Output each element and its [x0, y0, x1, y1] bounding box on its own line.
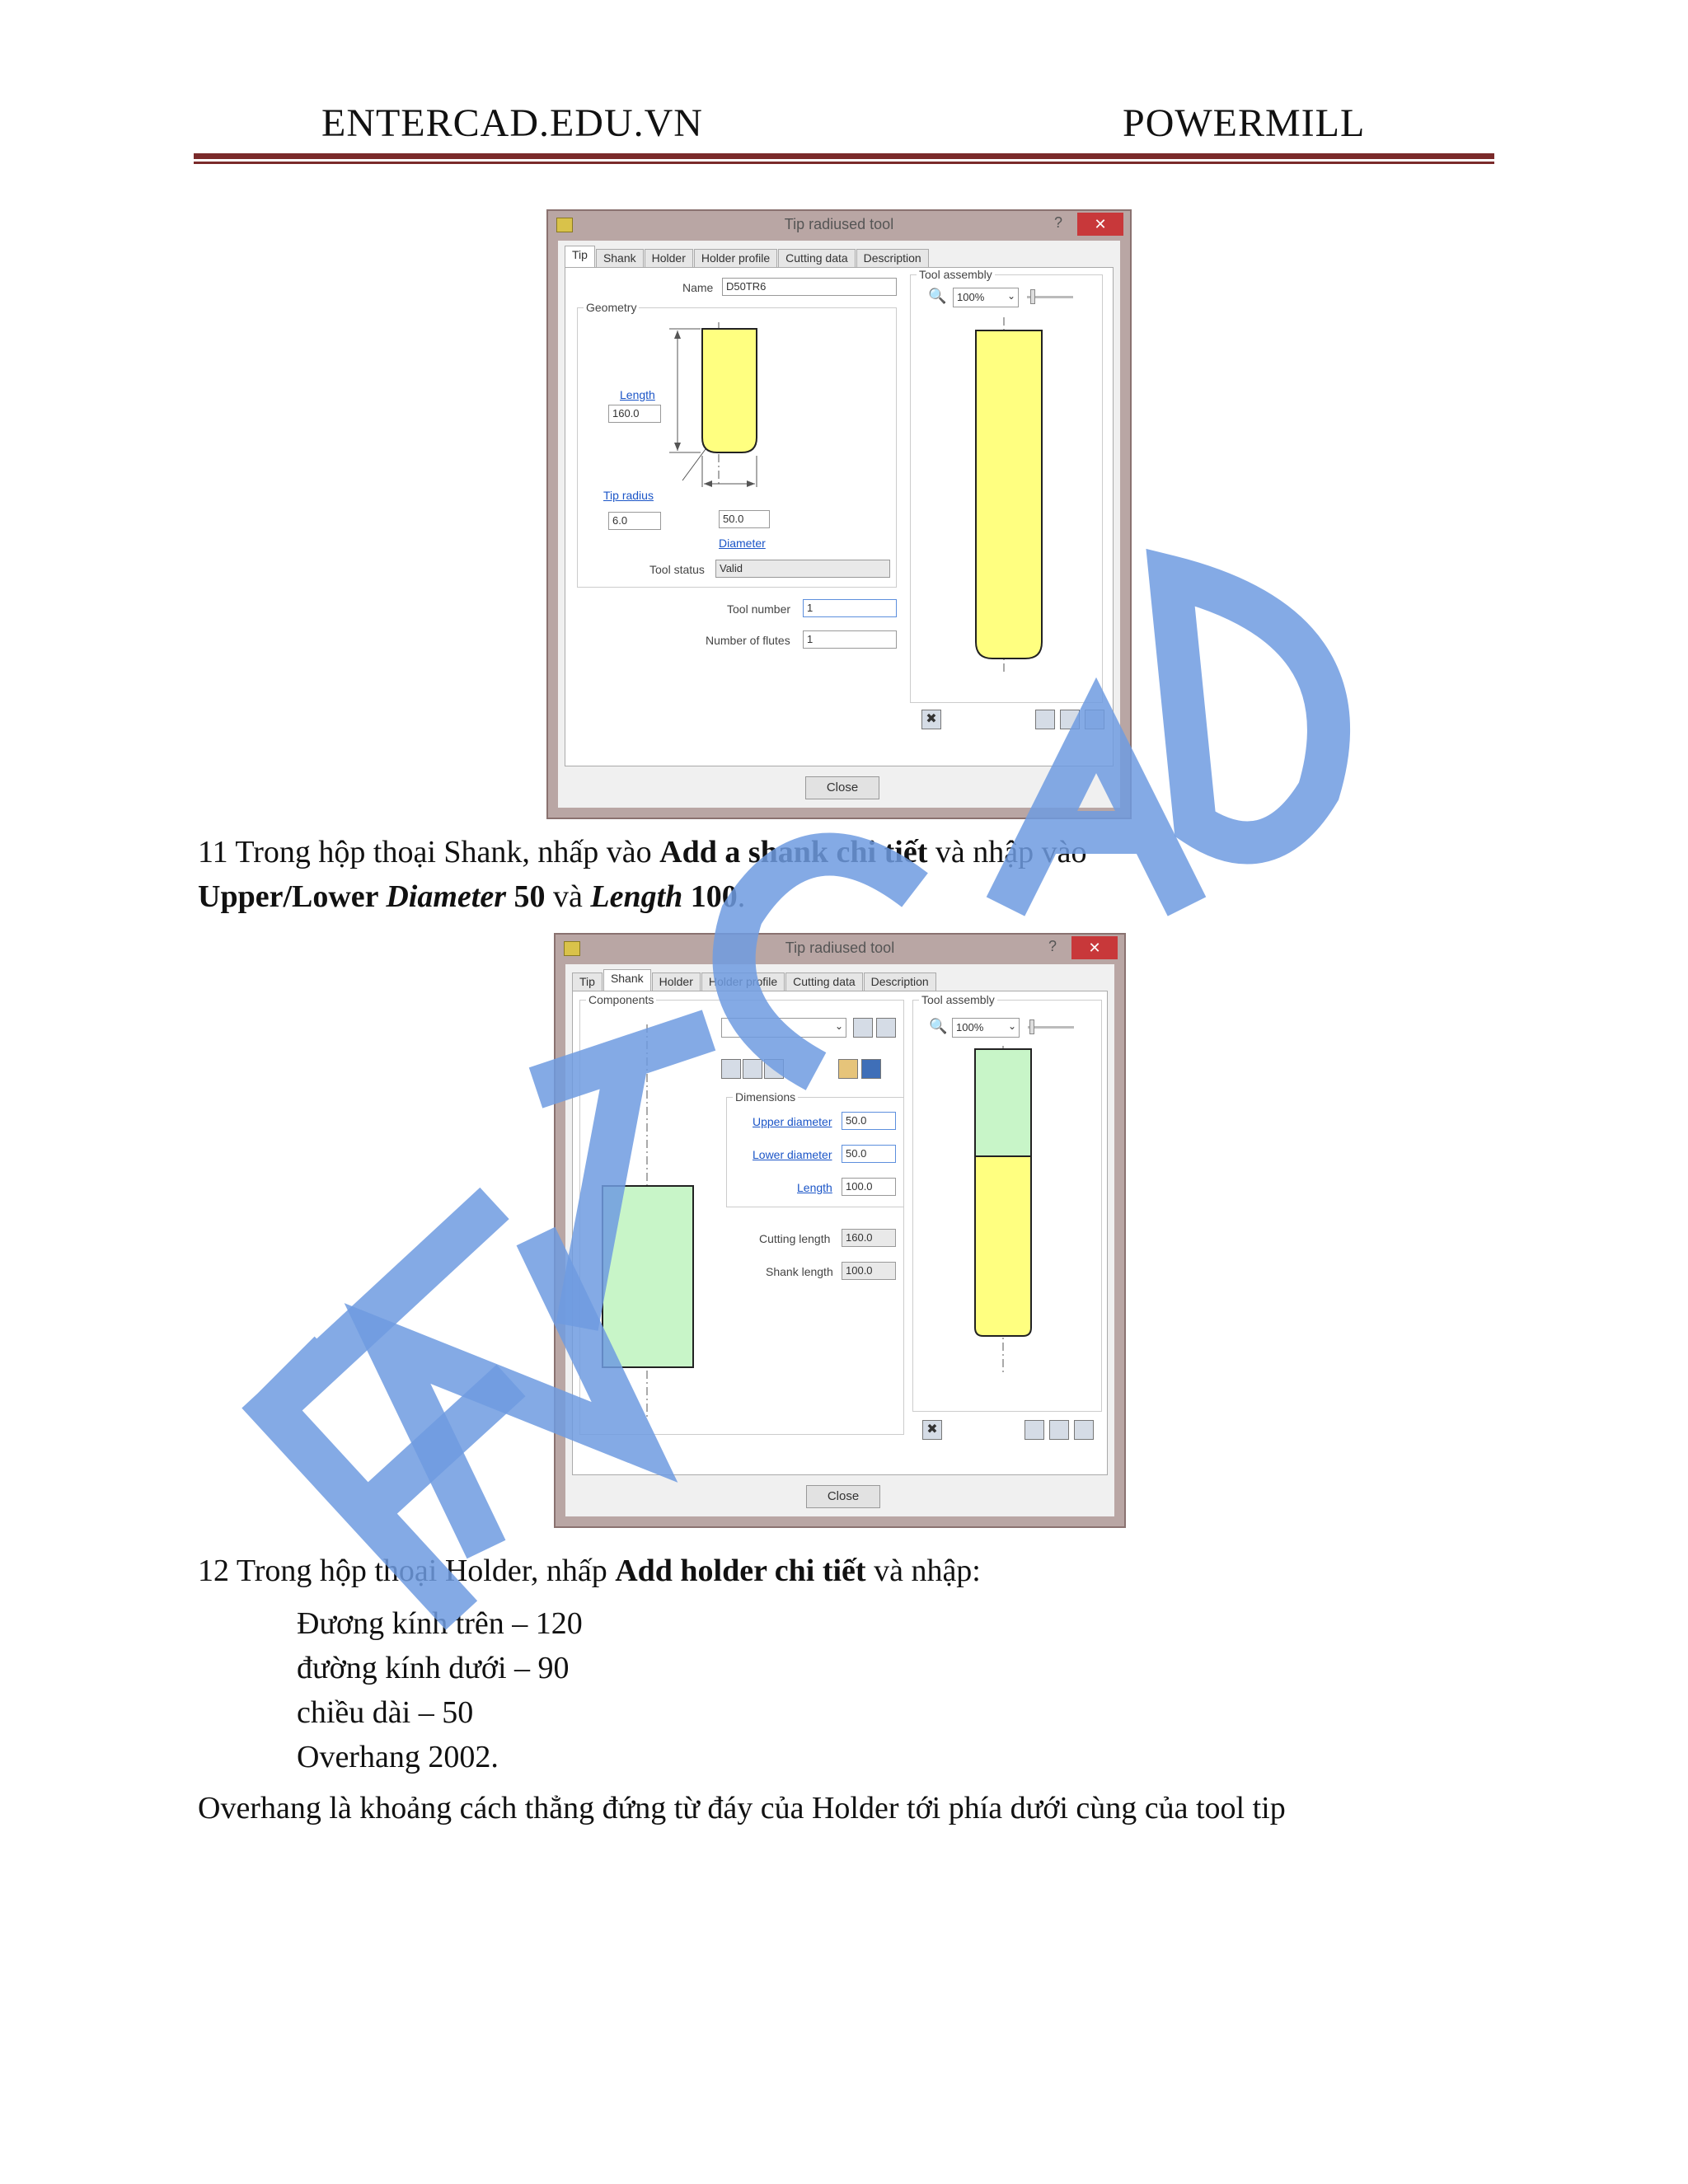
header-left: ENTERCAD.EDU.VN: [321, 101, 703, 145]
length-link[interactable]: Length: [797, 1181, 832, 1194]
tool-status-field: Valid: [715, 560, 890, 578]
dialog-titlebar: [548, 211, 1130, 239]
flutes-field[interactable]: 1: [803, 630, 897, 649]
step-11-text-2: và nhập vào: [927, 835, 1087, 869]
components-label: Components: [586, 993, 656, 1006]
length-link[interactable]: Length: [620, 388, 655, 401]
tip-radiused-tool-dialog-tip: [546, 209, 1132, 819]
header-right: POWERMILL: [1123, 101, 1366, 145]
tool-number-label: Tool number: [727, 602, 791, 616]
flutes-label: Number of flutes: [706, 634, 790, 647]
tip-radiused-tool-dialog-shank: [554, 933, 1126, 1528]
tab-panel: [565, 267, 1114, 766]
remove-shank-icon[interactable]: [764, 1059, 784, 1079]
help-button[interactable]: ?: [1053, 214, 1062, 231]
save-shank-icon[interactable]: [861, 1059, 881, 1079]
step-12-line: [198, 1553, 981, 1589]
list-item: chiều dài – 50: [297, 1695, 474, 1730]
name-label: Name: [682, 281, 714, 294]
upper-diameter-field[interactable]: 50.0: [842, 1112, 896, 1130]
dialog-titlebar: [556, 935, 1124, 963]
dialog-client: [558, 241, 1120, 808]
tab-description[interactable]: Description: [864, 972, 936, 992]
tool-assembly-preview: [960, 1046, 1059, 1376]
step-11-line-2: [198, 879, 745, 915]
shank-length-field: 100.0: [842, 1262, 896, 1280]
close-window-button[interactable]: ✕: [1071, 936, 1118, 959]
tool-assembly-label: Tool assembly: [919, 993, 997, 1006]
add-shank-icon[interactable]: [721, 1059, 741, 1079]
zoom-slider-thumb[interactable]: [1030, 289, 1035, 304]
shank-length-label: Shank length: [766, 1265, 833, 1278]
step-11-bold-italic-2: Length: [590, 879, 683, 914]
tab-panel: [572, 991, 1108, 1475]
upper-diameter-link[interactable]: Upper diameter: [753, 1115, 832, 1128]
geometry-label: Geometry: [584, 301, 639, 314]
tab-bar: [572, 969, 937, 991]
tab-shank[interactable]: Shank: [603, 969, 651, 992]
insert-shank-icon[interactable]: [743, 1059, 762, 1079]
open-shank-icon[interactable]: [838, 1059, 858, 1079]
name-field[interactable]: D50TR6: [722, 278, 897, 296]
shank-component-preview: [598, 1024, 696, 1420]
header-rule-thin: [194, 162, 1494, 164]
dimensions-label: Dimensions: [733, 1090, 798, 1104]
delete-tool-icon[interactable]: ✖: [922, 1420, 942, 1440]
step-11-bold-3: 50: [505, 879, 546, 914]
length-field[interactable]: 100.0: [842, 1178, 896, 1196]
watermark-letter-d: [1170, 577, 1329, 843]
length-field[interactable]: 160.0: [608, 405, 661, 423]
tab-tip[interactable]: Tip: [565, 246, 595, 269]
zoom-select[interactable]: [953, 288, 1019, 307]
step-12-bold: Add holder chi tiết: [615, 1554, 866, 1588]
lower-diameter-link[interactable]: Lower diameter: [753, 1148, 832, 1161]
header-rule: [194, 153, 1494, 159]
tab-holder-profile[interactable]: Holder profile: [694, 249, 777, 269]
list-item: đường kính dưới – 90: [297, 1651, 570, 1685]
component-edit-icon[interactable]: [853, 1018, 873, 1038]
tool-measure-icon[interactable]: [1049, 1420, 1069, 1440]
step-11-bold-1: Add a shank chi tiết: [659, 835, 928, 869]
zoom-slider-thumb[interactable]: [1029, 1019, 1034, 1034]
diameter-field[interactable]: 50.0: [719, 510, 770, 528]
tab-holder-profile[interactable]: Holder profile: [701, 972, 785, 992]
zoom-icon: 🔍: [929, 1018, 948, 1034]
step-11-bold-2: Upper/Lower: [198, 879, 387, 914]
zoom-select[interactable]: [952, 1018, 1020, 1038]
tab-cutting-data[interactable]: Cutting data: [778, 249, 856, 269]
delete-tool-icon[interactable]: ✖: [921, 710, 941, 729]
diameter-link[interactable]: Diameter: [719, 537, 766, 550]
step-11-line-1: [198, 834, 1086, 870]
chevron-down-icon: ⌄: [1006, 290, 1015, 302]
tool-database-icon[interactable]: [1085, 710, 1104, 729]
tool-measure-icon[interactable]: [1060, 710, 1080, 729]
lower-diameter-field[interactable]: 50.0: [842, 1145, 896, 1163]
zoom-slider[interactable]: [1028, 1026, 1074, 1029]
zoom-value: 100%: [957, 291, 985, 303]
tool-export-icon[interactable]: [1035, 710, 1055, 729]
chevron-down-icon: ⌄: [1007, 1020, 1016, 1032]
tab-holder[interactable]: Holder: [652, 972, 701, 992]
list-item: Đương kính trên – 120: [297, 1606, 583, 1641]
zoom-value: 100%: [956, 1021, 984, 1033]
cutting-length-label: Cutting length: [759, 1232, 831, 1245]
close-button[interactable]: Close: [806, 1485, 880, 1508]
zoom-icon: 🔍: [928, 288, 947, 304]
step-12-text-1: 12 Trong hộp thoại Holder, nhấp: [198, 1554, 616, 1588]
tool-database-icon[interactable]: [1074, 1420, 1094, 1440]
tool-assembly-label: Tool assembly: [917, 268, 995, 281]
tool-status-label: Tool status: [649, 563, 705, 576]
cutting-length-field: 160.0: [842, 1229, 896, 1247]
tip-geometry-diagram: [631, 322, 829, 512]
component-select[interactable]: [721, 1018, 846, 1038]
dialog-title: Tip radiused tool: [785, 940, 895, 956]
tab-description[interactable]: Description: [856, 249, 929, 269]
dialog-title: Tip radiused tool: [784, 216, 894, 232]
step-11-text-3: và: [545, 879, 591, 914]
help-button[interactable]: ?: [1048, 938, 1057, 954]
close-window-button[interactable]: ✕: [1077, 213, 1123, 236]
close-button[interactable]: Close: [805, 776, 879, 799]
dialog-client: [565, 964, 1114, 1516]
step-11-bold-4: 100: [682, 879, 738, 914]
step-11-text-4: .: [737, 879, 746, 914]
overhang-note: Overhang là khoảng cách thẳng đứng từ đáy của Holder tới phía dưới cùng của tool tip: [198, 1791, 1286, 1825]
step-11-text-1: 11 Trong hộp thoại Shank, nhấp vào: [198, 835, 660, 869]
chevron-down-icon: ⌄: [834, 1020, 843, 1032]
tab-cutting-data[interactable]: Cutting data: [785, 972, 863, 992]
step-12-text-2: và nhập:: [865, 1554, 981, 1588]
tab-bar: [565, 246, 930, 267]
tool-number-field[interactable]: 1: [803, 599, 897, 617]
list-item: Overhang 2002.: [297, 1740, 499, 1774]
tool-export-icon[interactable]: [1025, 1420, 1044, 1440]
step-11-bold-italic-1: Diameter: [386, 879, 506, 914]
tab-holder[interactable]: Holder: [645, 249, 693, 269]
tab-tip[interactable]: Tip: [572, 972, 603, 992]
tip-radius-link[interactable]: Tip radius: [603, 489, 654, 502]
tool-assembly-preview: [953, 317, 1060, 672]
component-copy-icon[interactable]: [876, 1018, 896, 1038]
tab-shank[interactable]: Shank: [596, 249, 644, 269]
tip-radius-field[interactable]: 6.0: [608, 512, 661, 530]
